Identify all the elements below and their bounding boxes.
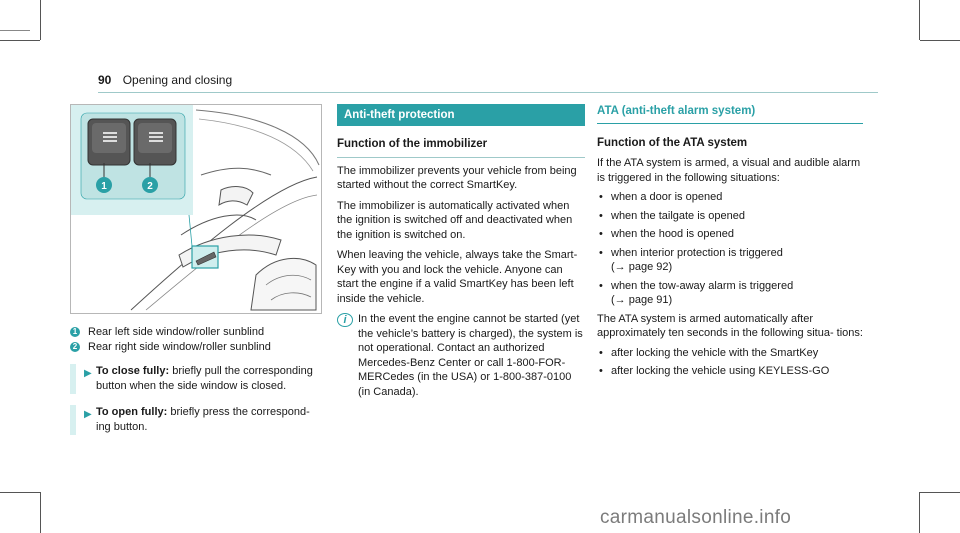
close-label: To close fully: bbox=[96, 365, 170, 377]
list-item bbox=[597, 227, 863, 242]
legend-number: 2 bbox=[70, 342, 80, 352]
watermark: carmanualsonline.info bbox=[600, 507, 792, 528]
trigger-text: when the hood is opened bbox=[611, 228, 734, 240]
info-icon: i bbox=[337, 313, 353, 327]
antitheft-heading: Anti-theft protection bbox=[337, 104, 585, 126]
immobilizer-paragraph: The immobilizer prevents your vehicle from being started without the correct SmartKey. bbox=[337, 164, 577, 191]
antitheft-section bbox=[337, 104, 585, 399]
list-item bbox=[597, 190, 863, 205]
crop-mark bbox=[919, 492, 920, 533]
action-arrow-icon: ▶ bbox=[84, 368, 92, 379]
ata-section bbox=[597, 104, 863, 383]
trigger-text: when the tow-away alarm is triggered bbox=[611, 279, 794, 292]
list-item bbox=[597, 246, 863, 275]
ata-auto-arm: The ATA system is armed automatically after approximately ten seconds in the following situa- tions: bbox=[597, 312, 863, 339]
page-number: 90 bbox=[98, 73, 112, 87]
open-instruction bbox=[70, 405, 325, 435]
section-title: Opening and closing bbox=[122, 73, 233, 87]
ata-intro: If the ATA system is armed, a visual and audible alarm is triggered in the following situations: bbox=[597, 157, 861, 184]
ata-trigger-list bbox=[597, 190, 863, 308]
crop-mark bbox=[0, 40, 40, 41]
page-reference-link[interactable]: (→ page 91) bbox=[611, 294, 673, 306]
crop-mark bbox=[0, 492, 40, 493]
action-arrow-icon: ▶ bbox=[84, 409, 92, 420]
ata-heading: ATA (anti-theft alarm system) bbox=[597, 104, 863, 124]
crop-mark bbox=[920, 40, 960, 41]
open-label: To open fully: bbox=[96, 406, 168, 418]
crop-mark bbox=[920, 492, 960, 493]
legend-item bbox=[70, 340, 325, 355]
legend-item bbox=[70, 325, 325, 340]
trigger-text: when interior protection is triggered bbox=[611, 246, 783, 259]
page-reference-link[interactable]: (→ page 92) bbox=[611, 261, 673, 273]
open-text: briefly press the correspond- ing button. bbox=[96, 406, 310, 433]
callout-1-label: 1 bbox=[101, 181, 107, 192]
immobilizer-note bbox=[337, 312, 585, 399]
header-rule bbox=[98, 92, 878, 93]
crop-mark bbox=[0, 30, 30, 31]
door-panel-illustration bbox=[71, 105, 321, 313]
list-item: • after locking the vehicle with the SmartKey bbox=[597, 346, 863, 361]
list-item: • after locking the vehicle using KEYLESS-GO bbox=[597, 364, 863, 379]
figure-legend bbox=[70, 325, 325, 355]
callout-2-label: 2 bbox=[147, 181, 153, 192]
trigger-text: when the tailgate is opened bbox=[611, 209, 745, 222]
close-instruction bbox=[70, 364, 325, 394]
list-item bbox=[597, 279, 863, 308]
ata-arm-list bbox=[597, 346, 863, 379]
trigger-text: when a door is opened bbox=[611, 191, 723, 203]
note-text: In the event the engine cannot be started (yet the vehicle’s battery is charged), the system is not operational. Contact an authorized Mercedes-Benz Center or call 1-800-FOR-MERCedes (in the USA) or 1-800-387-0100 (in Canada). bbox=[358, 313, 583, 398]
close-text: briefly pull the corresponding button when the side window is closed. bbox=[96, 365, 313, 392]
ata-subheading: Function of the ATA system bbox=[597, 136, 748, 149]
legend-text: Rear right side window/roller sunblind bbox=[88, 341, 271, 353]
crop-mark bbox=[40, 492, 41, 533]
door-panel-figure bbox=[70, 104, 322, 314]
crop-mark bbox=[919, 0, 920, 40]
legend-number: 1 bbox=[70, 327, 80, 337]
list-item bbox=[597, 209, 863, 224]
legend-text: Rear left side window/roller sunblind bbox=[88, 326, 265, 338]
immobilizer-paragraph: The immobilizer is automatically activated when the ignition is switched off and deactivated when the ignition is switched on. bbox=[337, 199, 573, 241]
immobilizer-paragraph: When leaving the vehicle, always take the Smart- Key with you and lock the vehicle. Anyone can start the engine if a valid SmartKey has been left inside the vehicle. bbox=[337, 249, 578, 305]
immobilizer-subheading: Function of the immobilizer bbox=[337, 137, 585, 158]
page-header bbox=[98, 73, 232, 87]
crop-mark bbox=[40, 0, 41, 40]
